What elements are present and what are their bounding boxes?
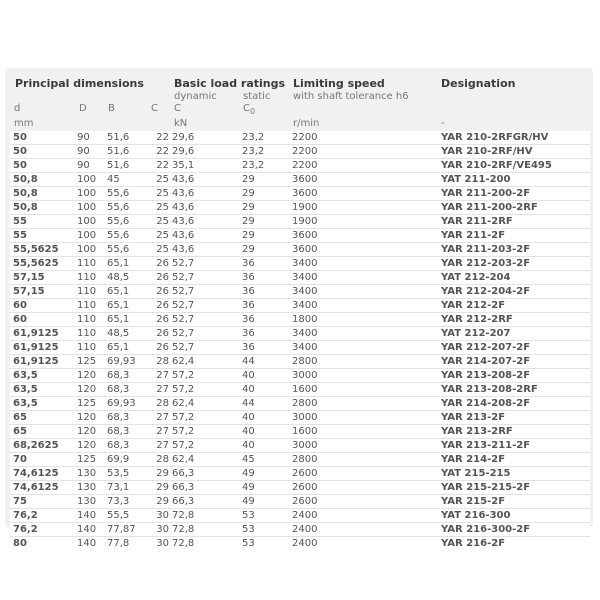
cell-C: 25: [145, 215, 169, 229]
cell-dynamic: 52,7: [169, 285, 239, 299]
cell-B: 51,6: [107, 132, 130, 143]
cell-static: 36: [239, 285, 289, 299]
cell-speed: 2600: [289, 481, 438, 495]
cell-static: 36: [239, 313, 289, 327]
cell-designation[interactable]: YAR 214-208-2F: [438, 397, 590, 411]
cell-speed: 3400: [289, 327, 438, 341]
cell-designation[interactable]: YAR 213-208-2RF: [438, 383, 590, 397]
table-row: [10, 467, 590, 481]
cell-d: 57,15: [10, 285, 74, 299]
table-row: [10, 243, 590, 257]
cell-speed: 2800: [289, 355, 438, 369]
cell-d: 55,5625: [10, 243, 74, 257]
cell-dynamic: 66,3: [169, 495, 239, 509]
cell-static: 29: [239, 173, 289, 187]
table-row: [10, 509, 590, 523]
table-row: [10, 341, 590, 355]
cell-designation[interactable]: YAR 212-2RF: [438, 313, 590, 327]
cell-speed: 1600: [289, 425, 438, 439]
table-row: [10, 355, 590, 369]
cell-static: 36: [239, 257, 289, 271]
cell-dynamic: 43,6: [169, 187, 239, 201]
cell-C: 28: [145, 453, 169, 467]
cell-d: 76,2: [10, 523, 74, 537]
cell-D: 130: [74, 481, 104, 495]
subheader-shaft-tolerance: with shaft tolerance h6: [293, 91, 409, 102]
cell-dynamic: 43,6: [169, 229, 239, 243]
cell-static: 29: [239, 201, 289, 215]
col-header-d: d: [14, 103, 21, 114]
cell-d: 57,15: [10, 271, 74, 285]
cell-B: 68,3: [104, 411, 145, 425]
cell-speed: 2600: [289, 467, 438, 481]
cell-speed: 2400: [289, 509, 438, 523]
cell-D: 130: [74, 495, 104, 509]
cell-designation[interactable]: YAR 211-200-2RF: [438, 201, 590, 215]
cell-dynamic: 72,8: [169, 537, 239, 551]
cell-dynamic: 57,2: [169, 439, 239, 453]
table-row: [10, 229, 590, 243]
cell-dynamic: 72,8: [169, 509, 239, 523]
cell-C: 26: [145, 257, 169, 271]
cell-dynamic: 57,2: [169, 425, 239, 439]
cell-designation[interactable]: YAR 212-204-2F: [438, 285, 590, 299]
cell-D: 100: [74, 173, 104, 187]
cell-speed: 3400: [289, 257, 438, 271]
cell-C: 30: [145, 523, 169, 537]
cell-dynamic: 43,6: [169, 243, 239, 257]
cell-speed: 2800: [289, 397, 438, 411]
cell-C: 28: [145, 397, 169, 411]
cell-speed: 1900: [289, 215, 438, 229]
cell-C: 25: [145, 243, 169, 257]
cell-speed: 2200: [292, 132, 318, 143]
cell-D: 120: [74, 439, 104, 453]
cell-C: 26: [145, 313, 169, 327]
cell-C: 29: [145, 495, 169, 509]
cell-static: 49: [239, 481, 289, 495]
cell-static: 29: [239, 229, 289, 243]
cell-C: 29: [145, 467, 169, 481]
cell-static: 40: [239, 411, 289, 425]
table-row: [10, 481, 590, 495]
table-row: [10, 383, 590, 397]
cell-B: 77,8: [104, 537, 145, 551]
cell-dynamic: 52,7: [169, 271, 239, 285]
cell-D: 110: [74, 313, 104, 327]
cell-B: 77,87: [104, 523, 145, 537]
cell-C: 30: [145, 537, 169, 551]
cell-designation[interactable]: YAR 211-203-2F: [438, 243, 590, 257]
cell-B: 73,3: [104, 495, 145, 509]
cell-speed: 1800: [289, 313, 438, 327]
cell-C: 30: [145, 509, 169, 523]
cell-static: 29: [239, 187, 289, 201]
cell-static: 29: [239, 243, 289, 257]
cell-C: 27: [145, 411, 169, 425]
subheader-dynamic: dynamic: [174, 91, 217, 102]
cell-speed: 2200: [289, 145, 438, 159]
cell-designation[interactable]: YAR 213-211-2F: [438, 439, 590, 453]
cell-speed: 3400: [289, 299, 438, 313]
cell-static: 36: [239, 327, 289, 341]
cell-C: 27: [145, 383, 169, 397]
cell-d: 63,5: [10, 397, 74, 411]
cell-d: 60: [10, 299, 74, 313]
cell-speed: 2600: [289, 495, 438, 509]
cell-dynamic: 62,4: [169, 355, 239, 369]
cell-C: 28: [145, 355, 169, 369]
cell-static: 40: [239, 425, 289, 439]
cell-designation[interactable]: YAR 216-300-2F: [438, 523, 590, 537]
cell-speed: 3000: [289, 411, 438, 425]
cell-static: 29: [239, 215, 289, 229]
cell-dynamic: 43,6: [169, 201, 239, 215]
cell-D: 140: [74, 509, 104, 523]
cell-D: 100: [74, 201, 104, 215]
cell-designation[interactable]: YAR 213-208-2F: [438, 369, 590, 383]
cell-designation[interactable]: YAR 210-2RF/VE495: [438, 159, 590, 173]
table-row: [10, 187, 590, 201]
table-row: [10, 173, 590, 187]
cell-B: 68,3: [104, 369, 145, 383]
cell-D: 90: [74, 159, 104, 173]
cell-designation[interactable]: YAR 214-207-2F: [438, 355, 590, 369]
cell-d: 60: [10, 313, 74, 327]
cell-d: 61,9125: [10, 355, 74, 369]
cell-B: 65,1: [104, 299, 145, 313]
cell-D: 100: [74, 243, 104, 257]
cell-speed: 2800: [289, 453, 438, 467]
cell-D: 125: [74, 397, 104, 411]
cell-d: 50,8: [10, 173, 74, 187]
cell-D: 125: [74, 355, 104, 369]
cell-designation[interactable]: YAR 212-207-2F: [438, 341, 590, 355]
cell-dynamic: 35,1: [169, 159, 239, 173]
cell-B: 73,1: [104, 481, 145, 495]
cell-C: 25: [145, 201, 169, 215]
cell-B: 45: [104, 173, 145, 187]
table-row: [10, 215, 590, 229]
cell-d: 63,5: [10, 369, 74, 383]
cell-designation[interactable]: YAR 215-215-2F: [438, 481, 590, 495]
cell-B: 51,6: [104, 145, 145, 159]
cell-speed: 3000: [289, 369, 438, 383]
cell-C: 25: [145, 229, 169, 243]
cell-d: 55: [10, 229, 74, 243]
cell-d: 76,2: [10, 509, 74, 523]
cell-C: 27: [145, 425, 169, 439]
cell-dynamic: 43,6: [169, 173, 239, 187]
cell-dynamic: 52,7: [169, 341, 239, 355]
cell-d: 63,5: [10, 383, 74, 397]
cell-static: 53: [239, 509, 289, 523]
col-header-D: D: [79, 103, 87, 114]
table-row: [10, 159, 590, 173]
cell-C: 27: [145, 369, 169, 383]
cell-C: 22: [145, 159, 169, 173]
cell-D: 120: [74, 383, 104, 397]
cell-D: 125: [74, 453, 104, 467]
cell-speed: 3600: [289, 229, 438, 243]
cell-D: 100: [74, 215, 104, 229]
cell-B: 55,6: [104, 187, 145, 201]
cell-C: 29: [145, 481, 169, 495]
cell-static: 40: [239, 383, 289, 397]
unit-designation: -: [441, 118, 445, 129]
cell-D: 110: [74, 341, 104, 355]
table-row: [10, 271, 590, 285]
cell-C: 22: [156, 132, 169, 143]
table-row: [10, 411, 590, 425]
cell-d: 80: [10, 537, 74, 551]
cell-designation[interactable]: YAT 212-207: [438, 327, 590, 341]
cell-designation[interactable]: YAR 210-2RF/HV: [438, 145, 590, 159]
cell-d: 55: [10, 215, 74, 229]
cell-designation[interactable]: YAR 213-2RF: [438, 425, 590, 439]
table-row: [10, 495, 590, 509]
cell-d: 50: [10, 145, 74, 159]
cell-dynamic: 57,2: [169, 383, 239, 397]
cell-C: 22: [145, 145, 169, 159]
cell-B: 55,5: [104, 509, 145, 523]
cell-d: 61,9125: [10, 327, 74, 341]
cell-D: 110: [74, 271, 104, 285]
cell-dynamic: 52,7: [169, 313, 239, 327]
cell-C: 26: [145, 299, 169, 313]
cell-dynamic: 62,4: [169, 397, 239, 411]
table-row: [10, 425, 590, 439]
unit-mm: mm: [14, 118, 34, 129]
cell-dynamic: 66,3: [169, 467, 239, 481]
cell-dynamic: 52,7: [169, 257, 239, 271]
header-designation: Designation: [441, 77, 516, 90]
cell-D: 140: [74, 523, 104, 537]
cell-D: 140: [74, 537, 104, 551]
cell-D: 110: [74, 327, 104, 341]
cell-C: 26: [145, 285, 169, 299]
unit-kn: kN: [174, 118, 188, 129]
cell-D: 100: [74, 187, 104, 201]
cell-d: 50: [13, 132, 27, 143]
cell-C: 25: [145, 187, 169, 201]
cell-static: 49: [239, 495, 289, 509]
cell-d: 61,9125: [10, 341, 74, 355]
cell-C: 26: [145, 341, 169, 355]
cell-D: 130: [74, 467, 104, 481]
cell-B: 65,1: [104, 257, 145, 271]
cell-B: 65,1: [104, 313, 145, 327]
cell-D: 90: [74, 145, 104, 159]
cell-C: 27: [145, 439, 169, 453]
cell-designation[interactable]: YAR 211-200-2F: [438, 187, 590, 201]
subheader-static: static: [243, 91, 271, 102]
cell-B: 65,1: [104, 285, 145, 299]
cell-static: 53: [239, 537, 289, 551]
cell-static: 23,2: [239, 145, 289, 159]
cell-speed: 3600: [289, 243, 438, 257]
cell-d: 50,8: [10, 187, 74, 201]
cell-static: 23,2: [242, 132, 265, 143]
cell-static: 45: [239, 453, 289, 467]
cell-D: 120: [74, 425, 104, 439]
cell-static: 36: [239, 341, 289, 355]
cell-designation[interactable]: YAR 211-2RF: [438, 215, 590, 229]
cell-speed: 1900: [289, 201, 438, 215]
cell-d: 74,6125: [10, 481, 74, 495]
cell-B: 68,3: [104, 383, 145, 397]
cell-C: 25: [145, 173, 169, 187]
table-row: [10, 439, 590, 453]
cell-B: 51,6: [104, 159, 145, 173]
table-row: [10, 537, 590, 551]
cell-designation[interactable]: YAT 215-215: [438, 467, 590, 481]
unit-rmin: r/min: [293, 118, 320, 129]
cell-d: 65: [10, 425, 74, 439]
cell-B: 68,3: [104, 439, 145, 453]
cell-B: 69,93: [104, 397, 145, 411]
c0-subscript: 0: [249, 107, 256, 116]
cell-B: 55,6: [104, 229, 145, 243]
cell-static: 49: [239, 467, 289, 481]
cell-designation[interactable]: YAR 212-2F: [438, 299, 590, 313]
cell-B: 69,93: [104, 355, 145, 369]
cell-designation[interactable]: YAR 211-2F: [438, 229, 590, 243]
table-row: [10, 285, 590, 299]
cell-static: 53: [239, 523, 289, 537]
cell-B: 69,9: [104, 453, 145, 467]
cell-D: 120: [74, 369, 104, 383]
cell-B: 48,5: [104, 327, 145, 341]
cell-D: 110: [74, 299, 104, 313]
header-principal-dimensions: Principal dimensions: [15, 77, 144, 90]
cell-static: 36: [239, 299, 289, 313]
cell-designation[interactable]: YAR 215-2F: [438, 495, 590, 509]
cell-B: 53,5: [104, 467, 145, 481]
cell-speed: 2400: [289, 523, 438, 537]
cell-dynamic: 57,2: [169, 411, 239, 425]
cell-D: 100: [74, 229, 104, 243]
cell-static: 40: [239, 439, 289, 453]
cell-B: 48,5: [104, 271, 145, 285]
cell-D: 90: [77, 132, 90, 143]
cell-static: 44: [239, 355, 289, 369]
cell-designation[interactable]: YAR 210-2RFGR/HV: [441, 132, 549, 143]
table-row: [10, 397, 590, 411]
c0-letter: C: [243, 103, 250, 114]
cell-d: 55,5625: [10, 257, 74, 271]
cell-d: 75: [10, 495, 74, 509]
cell-B: 55,6: [104, 243, 145, 257]
cell-dynamic: 29,6: [169, 145, 239, 159]
cell-speed: 3600: [289, 173, 438, 187]
cell-d: 70: [10, 453, 74, 467]
cell-designation[interactable]: YAT 216-300: [438, 509, 590, 523]
col-header-B: B: [108, 103, 115, 114]
cell-dynamic: 72,8: [169, 523, 239, 537]
cell-designation[interactable]: YAR 214-2F: [438, 453, 590, 467]
table-row: [10, 299, 590, 313]
cell-designation[interactable]: YAR 212-203-2F: [438, 257, 590, 271]
bearing-table: [10, 131, 590, 550]
cell-speed: 1600: [289, 383, 438, 397]
header-basic-load-ratings: Basic load ratings: [174, 77, 286, 90]
cell-dynamic: 66,3: [169, 481, 239, 495]
cell-d: 68,2625: [10, 439, 74, 453]
cell-dynamic: 52,7: [169, 327, 239, 341]
cell-dynamic: 43,6: [169, 215, 239, 229]
cell-speed: 2400: [289, 537, 438, 551]
cell-speed: 3000: [289, 439, 438, 453]
cell-designation[interactable]: YAR 216-2F: [438, 537, 590, 551]
cell-static: 40: [239, 369, 289, 383]
cell-dynamic: 62,4: [169, 453, 239, 467]
table-row: [10, 327, 590, 341]
cell-C: 26: [145, 327, 169, 341]
cell-B: 65,1: [104, 341, 145, 355]
cell-speed: 3400: [289, 271, 438, 285]
cell-designation[interactable]: YAT 212-204: [438, 271, 590, 285]
table-row: [10, 453, 590, 467]
cell-dynamic: 57,2: [169, 369, 239, 383]
cell-d: 50: [10, 159, 74, 173]
cell-speed: 3400: [289, 285, 438, 299]
cell-designation[interactable]: YAR 213-2F: [438, 411, 590, 425]
cell-static: 23,2: [239, 159, 289, 173]
cell-speed: 3600: [289, 187, 438, 201]
cell-B: 68,3: [104, 425, 145, 439]
header-limiting-speed: Limiting speed: [293, 77, 385, 90]
col-header-dynamic-C: C: [174, 103, 181, 114]
table-row: [10, 201, 590, 215]
cell-B: 55,6: [104, 201, 145, 215]
cell-static: 36: [239, 271, 289, 285]
table-row: [10, 131, 590, 145]
table-row: [10, 523, 590, 537]
cell-C: 26: [145, 271, 169, 285]
table-row: [10, 257, 590, 271]
cell-dynamic: 29,6: [172, 132, 195, 143]
cell-d: 65: [10, 411, 74, 425]
cell-D: 110: [74, 257, 104, 271]
cell-d: 50,8: [10, 201, 74, 215]
cell-d: 74,6125: [10, 467, 74, 481]
cell-B: 55,6: [104, 215, 145, 229]
table-row: [10, 145, 590, 159]
col-header-C: C: [151, 103, 158, 114]
cell-speed: 3400: [289, 341, 438, 355]
cell-static: 44: [239, 397, 289, 411]
col-header-static-C0: [243, 103, 255, 116]
cell-dynamic: 52,7: [169, 299, 239, 313]
cell-speed: 2200: [289, 159, 438, 173]
cell-D: 120: [74, 411, 104, 425]
cell-designation[interactable]: YAT 211-200: [438, 173, 590, 187]
cell-D: 110: [74, 285, 104, 299]
table-row: [10, 313, 590, 327]
table-row: [10, 369, 590, 383]
